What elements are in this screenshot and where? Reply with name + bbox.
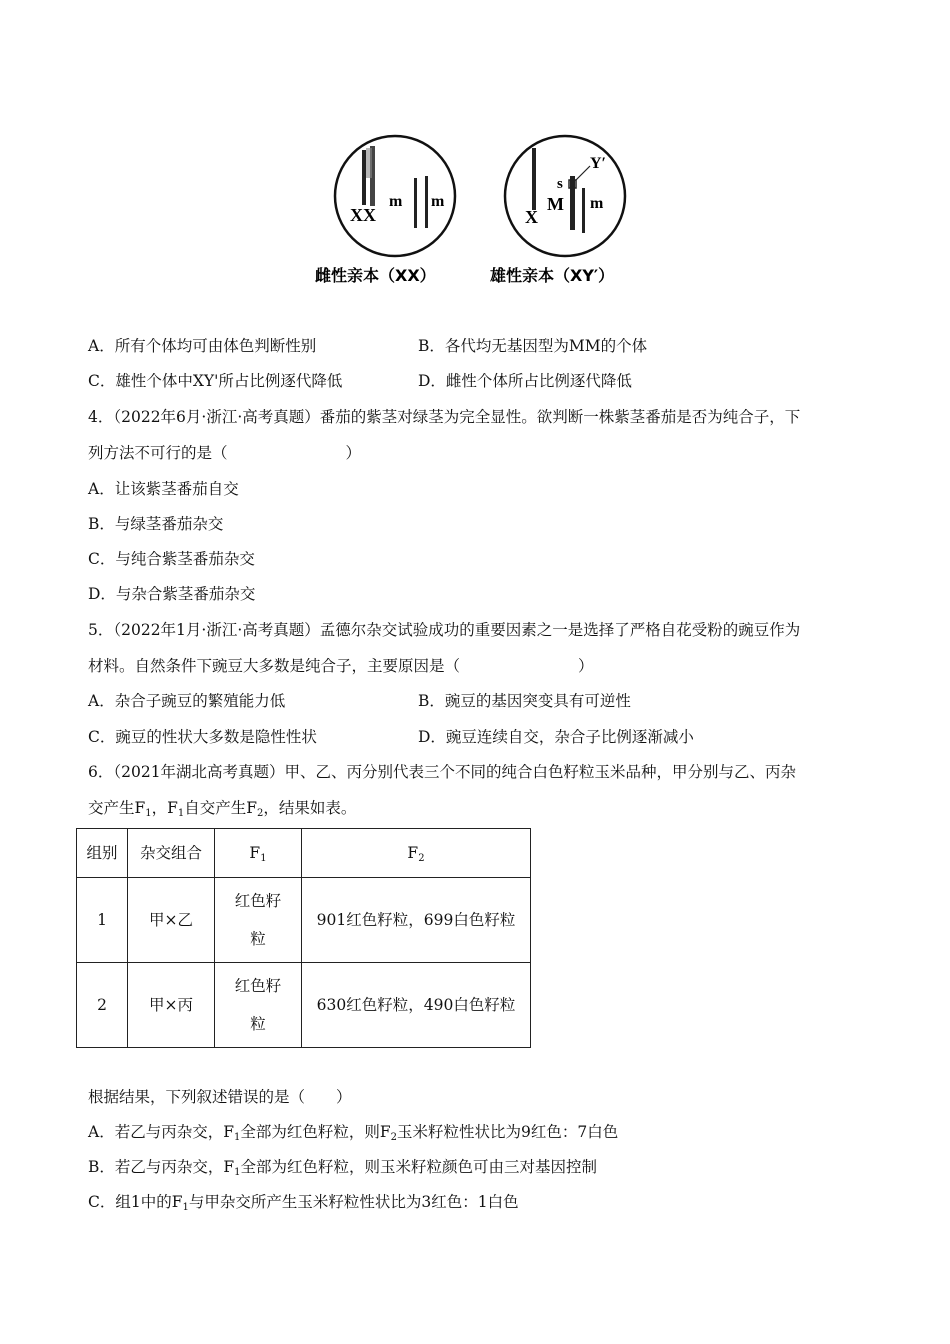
q3-option-c: C．雄性个体中XY'所占比例逐代降低 [88, 372, 343, 390]
q6-stem-part: 交产生F [88, 799, 146, 817]
cell-f1 [215, 963, 302, 1048]
subscript: 1 [260, 853, 267, 864]
q4-option-b: B．与绿茎番茄杂交 [88, 515, 224, 533]
subscript: 1 [233, 1132, 241, 1143]
male-y-pointer [576, 166, 590, 180]
male-caption: 雄性亲本（XY′） [490, 266, 615, 285]
cell-group: 2 [77, 963, 128, 1048]
cell-cross: 甲×丙 [128, 963, 215, 1048]
subscript: 2 [257, 808, 264, 819]
male-x-chromosome [532, 148, 536, 210]
header-f1 [215, 829, 302, 878]
male-label-m-upper: M [547, 194, 564, 214]
female-x-shading [366, 148, 372, 178]
q6-stem-line2 [88, 798, 356, 818]
chromosome-figure [310, 128, 650, 293]
subscript: 1 [234, 1167, 241, 1178]
q4-stem-line2 [88, 443, 361, 463]
q6-stem-part: 自交产生F [184, 799, 258, 817]
header-cross: 杂交组合 [128, 829, 215, 878]
q6-option-b [88, 1157, 597, 1177]
q5-stem-close: ） [578, 657, 594, 675]
table-row [77, 963, 531, 1048]
male-label-m-lower: m [590, 195, 604, 212]
q4-option-c: C．与纯合紫茎番茄杂交 [88, 550, 255, 568]
results-table [76, 828, 531, 1048]
header-f2-text: F [407, 844, 419, 862]
option-text: C．组1中的F [88, 1193, 183, 1211]
q5-option-a: A．杂合子豌豆的繁殖能力低 [88, 692, 286, 710]
q3-option-a: A．所有个体均可由体色判断性别 [88, 337, 317, 355]
female-m-chromosome-1 [414, 178, 417, 228]
option-text: 玉米籽粒性状比为9红色：7白色 [396, 1123, 619, 1141]
cell-f1-text: 红色籽粒 [234, 977, 282, 1033]
table-header-row [77, 829, 531, 878]
cell-f2: 630红色籽粒，490白色籽粒 [302, 963, 531, 1048]
q4-stem-text: 列方法不可行的是（ [88, 444, 228, 462]
q4-stem-close: ） [345, 444, 362, 462]
q6-option-c [88, 1192, 519, 1212]
option-text: 全部为红色籽粒，则玉米籽粒颜色可由三对基因控制 [240, 1158, 598, 1176]
subscript: 1 [182, 1202, 189, 1213]
female-label-m1: m [389, 193, 403, 210]
cell-f2: 901红色籽粒，699白色籽粒 [302, 878, 531, 963]
q4-option-d: D．与杂合紫茎番茄杂交 [88, 585, 256, 603]
subscript: 2 [390, 1132, 397, 1143]
table-row [77, 878, 531, 963]
male-label-x: X [525, 207, 538, 227]
q4-option-a: A．让该紫茎番茄自交 [88, 480, 239, 498]
q6-stem-part: ，结果如表。 [263, 799, 357, 817]
female-caption: 雌性亲本（XX） [315, 266, 436, 285]
cell-group: 1 [77, 878, 128, 963]
female-label-xx: XX [350, 205, 376, 225]
q6-question: 根据结果，下列叙述错误的是（ ） [88, 1088, 352, 1106]
option-text: 与甲杂交所产生玉米籽粒性状比为3红色：1白色 [188, 1193, 519, 1211]
male-m-chromosome [582, 188, 585, 233]
option-text: 全部为红色籽粒，则F [240, 1123, 391, 1141]
female-label-m2: m [431, 193, 445, 210]
chromosome-diagram [310, 128, 650, 293]
male-y-chromosome [570, 176, 575, 230]
q6-stem-part: ，F [151, 799, 178, 817]
male-label-y: Y′ [590, 155, 607, 172]
q5-stem-line2 [88, 656, 594, 676]
option-text: A．若乙与丙杂交，F [88, 1123, 234, 1141]
header-f1-text: F [249, 844, 261, 862]
female-m-chromosome-2 [425, 176, 428, 228]
male-cell-circle [505, 136, 625, 256]
subscript: 2 [418, 853, 425, 864]
q5-stem-text: 材料。自然条件下豌豆大多数是纯合子，主要原因是（ [88, 657, 461, 675]
cell-f1 [215, 878, 302, 963]
q5-option-d: D．豌豆连续自交，杂合子比例逐渐减小 [418, 728, 694, 746]
cell-cross: 甲×乙 [128, 878, 215, 963]
q3-option-d: D．雌性个体所占比例逐代降低 [418, 372, 632, 390]
q3-option-b: B．各代均无基因型为MM的个体 [418, 337, 648, 355]
q6-stem-line1: 6．（2021年湖北高考真题）甲、乙、丙分别代表三个不同的纯合白色籽粒玉米品种，甲分别与乙、丙杂 [88, 763, 797, 781]
q4-stem-line1: 4．（2022年6月·浙江·高考真题）番茄的紫茎对绿茎为完全显性。欲判断一株紫茎番茄是否为纯合子，下 [88, 408, 801, 426]
header-group: 组别 [77, 829, 128, 878]
option-text: B．若乙与丙杂交，F [88, 1158, 235, 1176]
female-x-chromosome-1 [362, 150, 366, 205]
subscript: 1 [177, 808, 185, 819]
q5-option-b: B．豌豆的基因突变具有可逆性 [418, 692, 631, 710]
cell-f1-text: 红色籽粒 [234, 892, 282, 948]
q5-option-c: C．豌豆的性状大多数是隐性性状 [88, 728, 317, 746]
header-f2 [302, 829, 531, 878]
male-label-s: s [557, 176, 563, 192]
q6-option-a [88, 1122, 618, 1142]
q5-stem-line1: 5．（2022年1月·浙江·高考真题）孟德尔杂交试验成功的重要因素之一是选择了严格自花受粉的豌豆作为 [88, 621, 801, 639]
subscript: 1 [145, 808, 152, 819]
